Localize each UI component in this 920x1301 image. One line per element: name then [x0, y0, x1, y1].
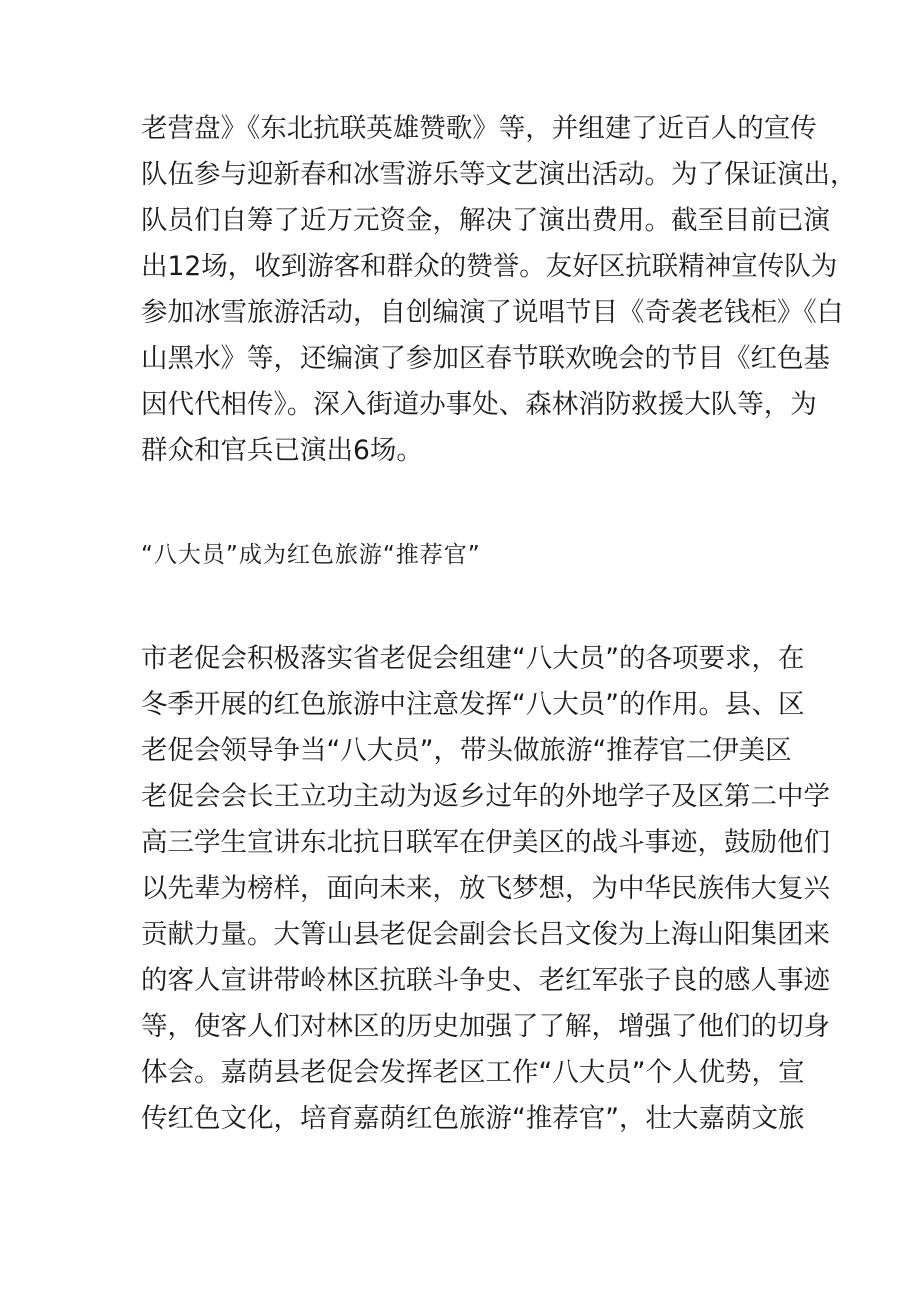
paragraph-1-line: 参加冰雪旅游活动，自创编演了说唱节目《奇袭老钱柜》《白 — [141, 297, 844, 328]
paragraph-1-line: 山黑水》等，还编演了参加区春节联欢晚会的节目《红色基 — [141, 343, 830, 374]
section-heading: “八大员”成为红色旅游“推荐官” — [141, 542, 481, 568]
paragraph-2-line: 老促会会长王立功主动为返乡过年的外地学子及区第二中学 — [141, 781, 830, 812]
paragraph-2-line: 老促会领导争当“八大员”，带头做旅游“推荐官二伊美区 — [141, 735, 792, 766]
paragraph-2-line: 市老促会积极落实省老促会组建“八大员”的各项要求，在 — [141, 643, 805, 674]
paragraph-1-line: 老营盘》《东北抗联英雄赞歌》等，并组建了近百人的宣传 — [141, 113, 817, 144]
paragraph-1-line: 出12场，收到游客和群众的赞誉。友好区抗联精神宣传队为 — [141, 251, 838, 282]
paragraph-2-line: 高三学生宣讲东北抗日联军在伊美区的战斗事迹，鼓励他们 — [141, 827, 830, 858]
paragraph-1-line: 队伍参与迎新春和冰雪游乐等文艺演出活动。为了保证演出， — [141, 159, 857, 190]
paragraph-2-line: 的客人宣讲带岭林区抗联斗争史、老红军张子良的感人事迹 — [141, 965, 830, 996]
paragraph-1-line: 队员们自筹了近万元资金，解决了演出费用。截至目前已演 — [141, 205, 830, 236]
paragraph-2-line: 贡献力量。大箐山县老促会副会长吕文俊为上海山阳集团来 — [141, 919, 830, 950]
paragraph-2-line: 体会。嘉荫县老促会发挥老区工作“八大员”个人优势，宣 — [141, 1057, 805, 1088]
paragraph-2-line: 冬季开展的红色旅游中注意发挥“八大员”的作用。县、区 — [141, 689, 805, 720]
paragraph-2-line: 等，使客人们对林区的历史加强了了解，增强了他们的切身 — [141, 1011, 830, 1042]
paragraph-2-line: 以先辈为榜样，面向未来，放飞梦想，为中华民族伟大复兴 — [141, 873, 830, 904]
paragraph-1-line: 因代代相传》。深入街道办事处、森林消防救援大队等，为 — [141, 389, 817, 420]
paragraph-2-line: 传红色文化，培育嘉荫红色旅游“推荐官”，壮大嘉荫文旅 — [141, 1103, 805, 1134]
paragraph-1-line: 群众和官兵已演出6场。 — [141, 435, 423, 466]
